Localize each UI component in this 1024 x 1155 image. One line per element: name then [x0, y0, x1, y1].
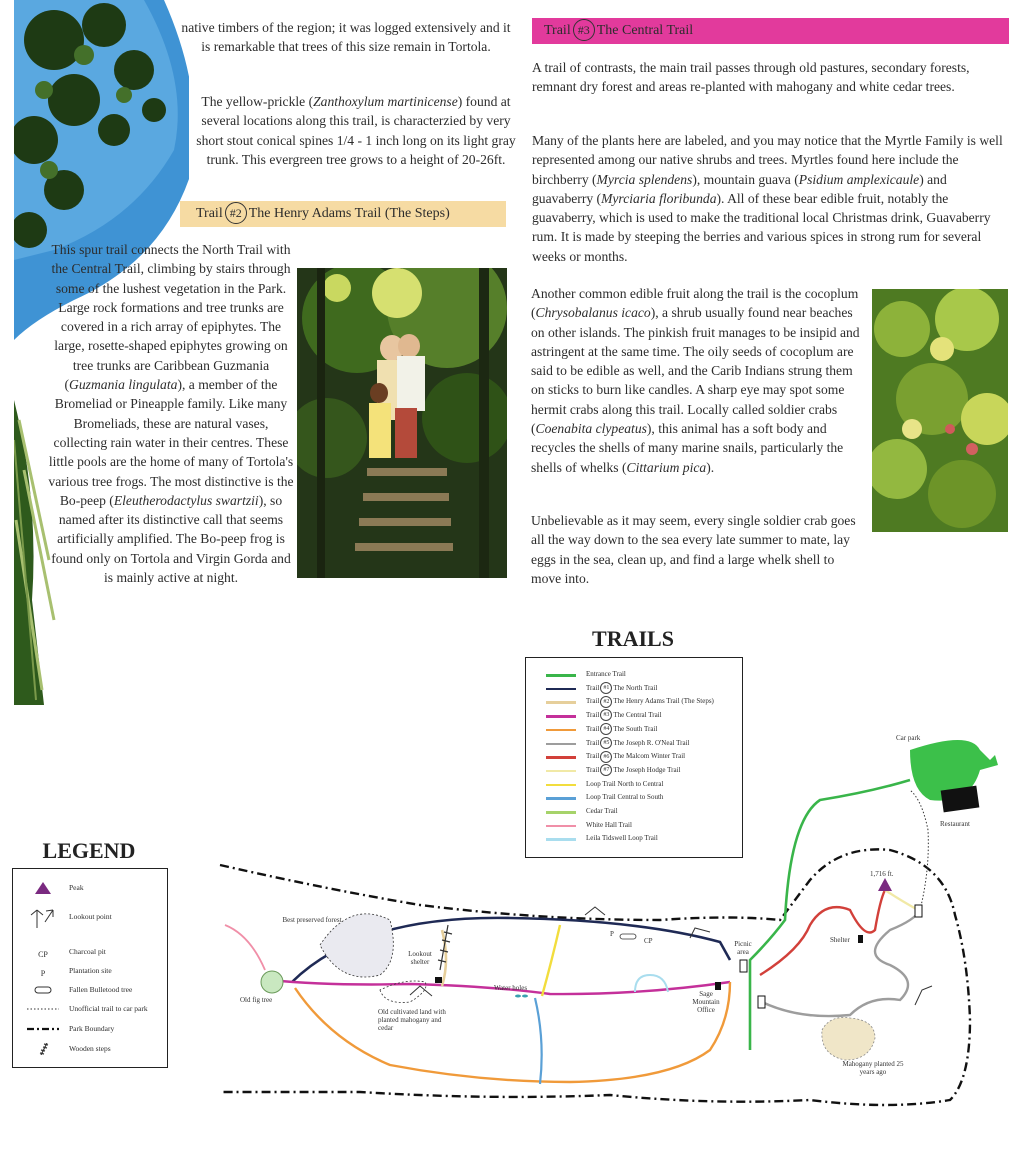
legend-box [12, 868, 168, 1068]
map-label-peak: 1,716 ft. [870, 870, 894, 878]
left-paragraph-3: This spur trail connects the North Trail with the Central Trail, climbing by stairs through some of the lushest vegetation in the Park. Large rock formations and tree trunks are covered in a rich array of epiphytes. The large, rosette-shaped epiphytes growing on tree trunks are Caribbean Guzmania (Guzmania lingulata), a member of the Bromeliad or Pineapple family. Like many Bromeliads, these are natural vases, collecting rain water in their centres. These little pools are the home of many of Tortola's various tree frogs. The most distinctive is the Bo-peep (Eleutherodactylus swartzii), so named after its distinctive call that seems artificially amplified. The Bo-peep frog is found only on Tortola and Virgin Gorda and is mainly active at night. [48, 240, 508, 587]
right-paragraph-2: Many of the plants here are labeled, and you may notice that the Myrtle Family is well represented among our native shrubs and trees. Myrtles found here include the birchberry (Myrcia splendens), mountain guava (Psidium amplexicaule) and guavaberry (Myrciaria floribunda). All of these bear edible fruit, notably the guavaberry, which is used to make the traditional local Christmas drink, Guavaberry rum. It is made by steeping the berries and various spices in strong rum for several weeks or months. [532, 133, 1003, 264]
legend-label: Fallen Bulletood tree [69, 985, 133, 994]
legend-title: LEGEND [42, 838, 136, 863]
map-label-restaurant: Restaurant [940, 820, 970, 828]
trail-3-header [532, 18, 1009, 44]
trail-prefix: Trail [586, 697, 600, 706]
legend-row-peak [13, 879, 167, 897]
trail-name: Loop Trail North to Central [586, 779, 664, 788]
trail-prefix: Trail [586, 752, 600, 761]
trail-3-prefix: Trail [544, 23, 571, 38]
legend-label: Park Boundary [69, 1024, 115, 1033]
trail-number: #3 [600, 709, 612, 721]
lookout-arrows-icon [27, 904, 59, 930]
trail-prefix: Trail [586, 711, 600, 720]
trails-key-row [526, 695, 742, 709]
right-paragraph-3: Another common edible fruit along the trail is the cocoplum (Chrysobalanus icaco), a shrub usually found near beaches on other islands. The pinkish fruit manages to be insipid and astringent at the same time. The oily seeds of cocoplum are said to be edible as well, and the Carib Indians strung them on sticks to burn like candles. A sharp eye may spot some hermit crabs along this trail. Locally called soldier crabs (Coenabita clypeatus), this animal has a soft body and recycles the shells of many marine snails, particularly the shells of whelks (Cittarium pica). [531, 286, 860, 475]
left-paragraph-2: The yellow-prickle (Zanthoxylum martinicense) found at several locations along this trail, is characterzied by very short stout conical spines 1/4 - 1 inch long on its light gray trunk. This evergreen tree grows to a height of 20-26ft. [196, 94, 516, 167]
legend-row-boundary [13, 1020, 167, 1038]
trail-name: Cedar Trail [586, 807, 618, 815]
trail-name: The Joseph Hodge Trail [613, 765, 681, 774]
trail-name: The North Trail [613, 683, 658, 692]
log-icon [27, 984, 59, 996]
legend-row-fallen-tree [13, 981, 167, 999]
trails-key-row [526, 668, 742, 682]
trail-2-name: The Henry Adams Trail (The Steps) [248, 206, 450, 221]
legend-label: Peak [69, 883, 84, 892]
legend-row-charcoal [13, 943, 167, 961]
trail-number: #4 [600, 723, 612, 735]
map-label-forest: Best preserved forest [282, 916, 342, 924]
legend-row-lookout [13, 902, 167, 932]
trail-name: White Hall Trail [586, 820, 632, 829]
trail-2-prefix: Trail [196, 206, 223, 221]
trail-name: The Henry Adams Trail (The Steps) [613, 697, 714, 706]
map-label-water-holes: Water holes [494, 984, 528, 992]
dotted-line-icon [27, 1003, 59, 1015]
map-label-office: Sage Mountain Office [692, 990, 720, 1014]
left-paragraph-1: native timbers of the region; it was logged extensively and it is remarkable that trees of this size remain in Tortola. [181, 20, 511, 55]
map-label-picnic-area: Picnic area [734, 940, 752, 956]
trail-color-swatch [546, 688, 576, 691]
map-label-cultivated-land: Old cultivated land with planted mahogany and cedar [378, 1008, 446, 1032]
trail-3-name: The Central Trail [596, 23, 694, 38]
cocoplum-photo [872, 289, 1008, 532]
map-label-car-park: Car park [896, 734, 921, 742]
legend-label: Plantation site [69, 966, 112, 975]
trail-name: Leila Tidswell Loop Trail [586, 834, 658, 843]
photo-text-wrap-spacer [294, 240, 508, 580]
right-paragraph-4: Unbelievable as it may seem, every single soldier crab goes all the way down to the sea every late summer to mate, lay eggs in the sea, clean up, and find a large whelk shell to move into. [531, 513, 856, 586]
trail-2-header [180, 201, 506, 227]
trail-name: The Central Trail [613, 711, 662, 720]
legend-label: Wooden steps [69, 1044, 111, 1053]
trail-color-swatch [546, 701, 576, 704]
trail-color-swatch [546, 674, 576, 677]
trail-prefix: Trail [586, 765, 600, 774]
map-label-charcoal-pit: CP [644, 937, 653, 945]
trail-number: #2 [600, 696, 612, 708]
map-label-fig-tree: Old fig tree [240, 996, 273, 1004]
trail-prefix: Trail [586, 724, 600, 733]
right-paragraph-1: A trail of contrasts, the main trail passes through old pastures, secondary forests, remnant dry forest and areas re-planted with mahogany and white cedar trees. [532, 60, 970, 95]
trail-color-swatch [546, 715, 576, 718]
trail-name: The Joseph R. O'Neal Trail [613, 738, 690, 747]
map-label-lookout-shelter: Lookout shelter [408, 950, 432, 966]
trail-name: The South Trail [613, 724, 658, 733]
dash-dot-line-icon [27, 1023, 59, 1035]
trail-2-number: #2 [225, 202, 247, 224]
trail-3-number: #3 [573, 19, 595, 41]
legend-row-plantation [13, 962, 167, 980]
trail-number: #1 [600, 682, 612, 694]
trail-prefix: Trail [586, 738, 600, 747]
trail-name: The Malcom Winter Trail [613, 752, 686, 761]
trail-name: Entrance Trail [586, 670, 626, 678]
map-label-shelter: Shelter [830, 936, 850, 944]
trails-key-label [586, 695, 714, 709]
trail-number: #5 [600, 737, 612, 749]
map-label-mahogany: Mahogany planted 25 years ago [842, 1060, 904, 1076]
charcoal-pit-symbol: CP [38, 950, 48, 959]
legend-label: Lookout point [69, 912, 112, 921]
trail-number: #7 [600, 764, 612, 776]
triangle-icon [27, 882, 59, 894]
trail-number: #6 [600, 751, 612, 763]
park-map [210, 720, 1010, 1140]
trail-name: Loop Trail Central to South [586, 793, 664, 802]
trails-key-label [586, 668, 626, 682]
map-label-plantation: P [610, 930, 614, 938]
legend-row-steps [13, 1040, 167, 1058]
legend-label: Charcoal pit [69, 947, 106, 956]
trail-prefix: Trail [586, 683, 600, 692]
plantation-symbol: P [40, 969, 46, 978]
legend-row-unofficial [13, 1000, 167, 1018]
trails-key-row [526, 682, 742, 696]
trails-key-label [586, 682, 657, 696]
legend-label: Unofficial trail to car park [69, 1004, 148, 1013]
steps-icon [27, 1043, 59, 1055]
trails-title: TRAILS [592, 626, 674, 651]
